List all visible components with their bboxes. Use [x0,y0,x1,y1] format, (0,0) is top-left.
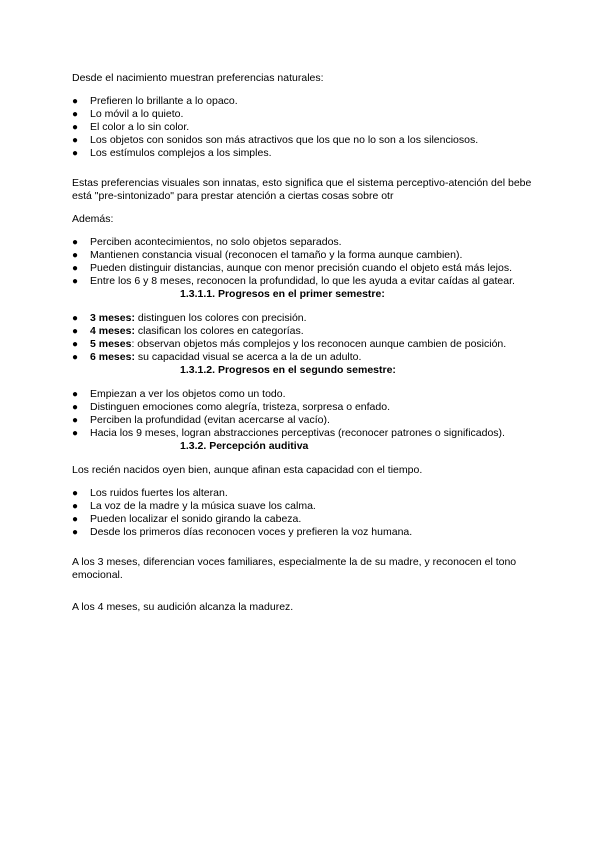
auditory-intro: Los recién nacidos oyen bien, aunque afinan esta capacidad con el tiempo. [72,464,423,476]
list-item: ● Empiezan a ver los objetos como un todo. [72,388,286,400]
first-semester-heading: 1.3.1.1. Progresos en el primer semestre: [180,288,385,300]
three-months-paragraph: A los 3 meses, diferencian voces familiares, especialmente la de su madre, y reconocen el tono emocional. [72,556,517,581]
bullet-icon: ● [72,148,79,159]
list-item: ● Perciben acontecimientos, no solo objetos separados. [72,236,342,248]
spacer [72,539,532,556]
list-item: ● El color a lo sin color. [72,121,190,133]
first-semester-list [72,312,532,364]
bullet-icon: ● [72,428,79,439]
four-months-paragraph: A los 4 meses, su audición alcanza la madurez. [72,601,294,613]
auditory-heading: 1.3.2. Percepción auditiva [180,440,309,452]
list-item: ● 4 meses: clasifican los colores en categorías. [72,325,304,337]
list-item: ● Los estímulos complejos a los simples. [72,147,272,159]
bullet-icon: ● [72,488,79,499]
ademas-list [72,236,532,288]
list-item: ● Los objetos con sonidos son más atractivos que los que no lo son a los silenciosos. [72,134,479,146]
bullet-icon: ● [72,237,79,248]
bullet-icon: ● [72,96,79,107]
bullet-icon: ● [72,135,79,146]
list-item: ● 3 meses: distinguen los colores con precisión. [72,312,307,324]
bullet-icon: ● [72,339,79,350]
list-item: ● Distinguen emociones como alegría, tristeza, sorpresa o enfado. [72,401,390,413]
bullet-icon: ● [72,501,79,512]
document-page [72,72,532,633]
list-item: ● Prefieren lo brillante a lo opaco. [72,95,238,107]
bullet-icon: ● [72,402,79,413]
list-item: ● La voz de la madre y la música suave los calma. [72,500,316,512]
list-item: ● Desde los primeros días reconocen voces y prefieren la voz humana. [72,526,413,538]
list-item: ● 5 meses: observan objetos más complejos y los reconocen aunque cambien de posición. [72,338,507,350]
bullet-icon: ● [72,122,79,133]
preferences-list [72,95,532,160]
second-semester-heading: 1.3.1.2. Progresos en el segundo semestre: [180,364,396,376]
spacer [72,160,532,177]
bullet-icon: ● [72,415,79,426]
bullet-icon: ● [72,352,79,363]
innate-paragraph: Estas preferencias visuales son innatas, esto significa que el sistema perceptivo-atención del bebe está "pre-sintonizado" para prestar atención a ciertas cosas sobre otr [72,177,532,202]
list-item: ● Pueden distinguir distancias, aunque con menor precisión cuando el objeto está más lejos. [72,262,513,274]
bullet-icon: ● [72,326,79,337]
list-item: ● Lo móvil a lo quieto. [72,108,184,120]
list-item: ● Pueden localizar el sonido girando la cabeza. [72,513,302,525]
list-item: ● Mantienen constancia visual (reconocen el tamaño y la forma aunque cambien). [72,249,463,261]
list-item: ● Entre los 6 y 8 meses, reconocen la profundidad, lo que les ayuda a evitar caídas al gatear. [72,275,515,287]
bullet-icon: ● [72,263,79,274]
auditory-list [72,487,532,539]
bullet-icon: ● [72,109,79,120]
second-semester-list [72,388,532,440]
list-item: ● Hacia los 9 meses, logran abstracciones perceptivas (reconocer patrones o significados). [72,427,505,439]
bullet-icon: ● [72,527,79,538]
bullet-icon: ● [72,250,79,261]
bullet-icon: ● [72,313,79,324]
list-item: ● Perciben la profundidad (evitan acercarse al vacío). [72,414,330,426]
list-item: ● 6 meses: su capacidad visual se acerca a la de un adulto. [72,351,362,363]
bullet-icon: ● [72,276,79,287]
ademas-label: Además: [72,213,114,225]
intro-paragraph: Desde el nacimiento muestran preferencias naturales: [72,72,324,84]
list-item: ● Los ruidos fuertes los alteran. [72,487,228,499]
bullet-icon: ● [72,514,79,525]
bullet-icon: ● [72,389,79,400]
